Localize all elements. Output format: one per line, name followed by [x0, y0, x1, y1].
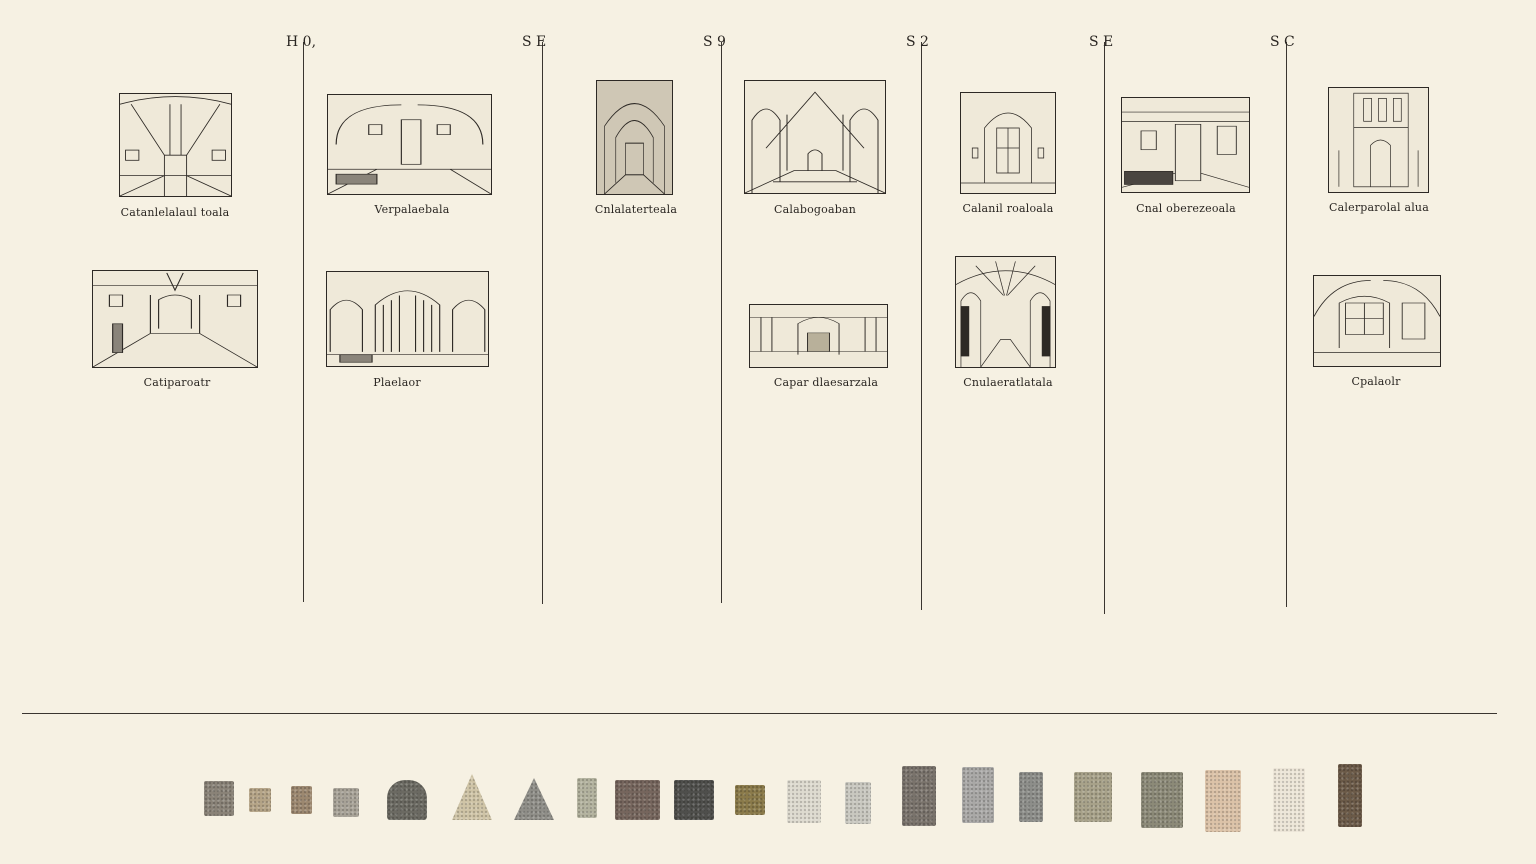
stone-swatch[interactable] [735, 785, 765, 815]
column-divider [921, 42, 922, 610]
column-header: H 0, [286, 34, 317, 50]
stone-swatch[interactable] [845, 782, 871, 824]
stone-swatch[interactable] [962, 767, 994, 823]
plate-caption: Calanil roaloala [962, 202, 1054, 215]
engraving-plate-long-gallery[interactable] [92, 270, 258, 368]
stone-swatch[interactable] [787, 780, 821, 823]
column-divider [1104, 42, 1105, 614]
stone-swatch[interactable] [333, 788, 359, 817]
engraving-plate-arched-window-room[interactable] [1313, 275, 1441, 367]
column-divider [721, 42, 722, 603]
stone-swatch[interactable] [1074, 772, 1112, 822]
column-divider [1286, 42, 1287, 607]
engraving-plate-window-niche[interactable] [960, 92, 1056, 194]
plate-caption: Cnulaeratlatala [963, 376, 1053, 389]
stone-swatch[interactable] [514, 778, 554, 820]
column-divider [542, 42, 543, 604]
stone-swatch[interactable] [1273, 768, 1305, 832]
plate-caption: Verpalaebala [374, 203, 450, 216]
engraving-plate-facade[interactable] [1328, 87, 1429, 193]
engraving-plate-corridor[interactable] [596, 80, 673, 195]
engraving-plate-vaulted-hall[interactable] [119, 93, 232, 197]
plate-caption: Cnlalaterteala [594, 203, 678, 216]
engraving-plate-chamber[interactable] [1121, 97, 1250, 193]
plate-caption: Calerparolal alua [1329, 201, 1429, 214]
stone-swatch[interactable] [249, 788, 271, 812]
engraving-plate-courtyard[interactable] [749, 304, 888, 368]
column-header: S E [522, 34, 547, 50]
stone-swatch[interactable] [1205, 770, 1241, 832]
stone-swatch[interactable] [452, 774, 492, 820]
column-header: S 9 [703, 34, 726, 50]
column-header: S C [1270, 34, 1295, 50]
horizontal-divider [22, 713, 1497, 714]
plate-caption: Cpalaolr [1351, 375, 1401, 388]
engraving-plate-ribbed-vault[interactable] [955, 256, 1056, 368]
plate-caption: Cnal oberezeoala [1136, 202, 1236, 215]
stone-swatch[interactable] [204, 781, 234, 816]
stone-swatch[interactable] [1338, 764, 1362, 827]
stone-swatch[interactable] [1019, 772, 1043, 822]
engraving-plate-arched-room[interactable] [327, 94, 492, 195]
column-header: S E [1089, 34, 1114, 50]
plate-caption: Calabogoaban [773, 203, 857, 216]
stone-swatch[interactable] [615, 780, 660, 820]
plate-caption: Capar dlaesarzala [773, 376, 879, 389]
stone-swatch[interactable] [674, 780, 714, 820]
stone-swatch[interactable] [902, 766, 936, 826]
plate-caption: Catanlelalaul toala [120, 206, 230, 219]
column-header: S 2 [906, 34, 929, 50]
stone-swatch[interactable] [291, 786, 312, 814]
stone-swatch[interactable] [1141, 772, 1183, 828]
engraving-plate-nave[interactable] [744, 80, 886, 194]
column-divider [303, 42, 304, 602]
stone-swatch[interactable] [577, 778, 597, 818]
engraving-plate-arched-doorway[interactable] [326, 271, 489, 367]
plate-caption: Catiparoatr [143, 376, 211, 389]
stone-swatch[interactable] [387, 780, 427, 820]
plate-caption: Plaelaor [373, 376, 421, 389]
